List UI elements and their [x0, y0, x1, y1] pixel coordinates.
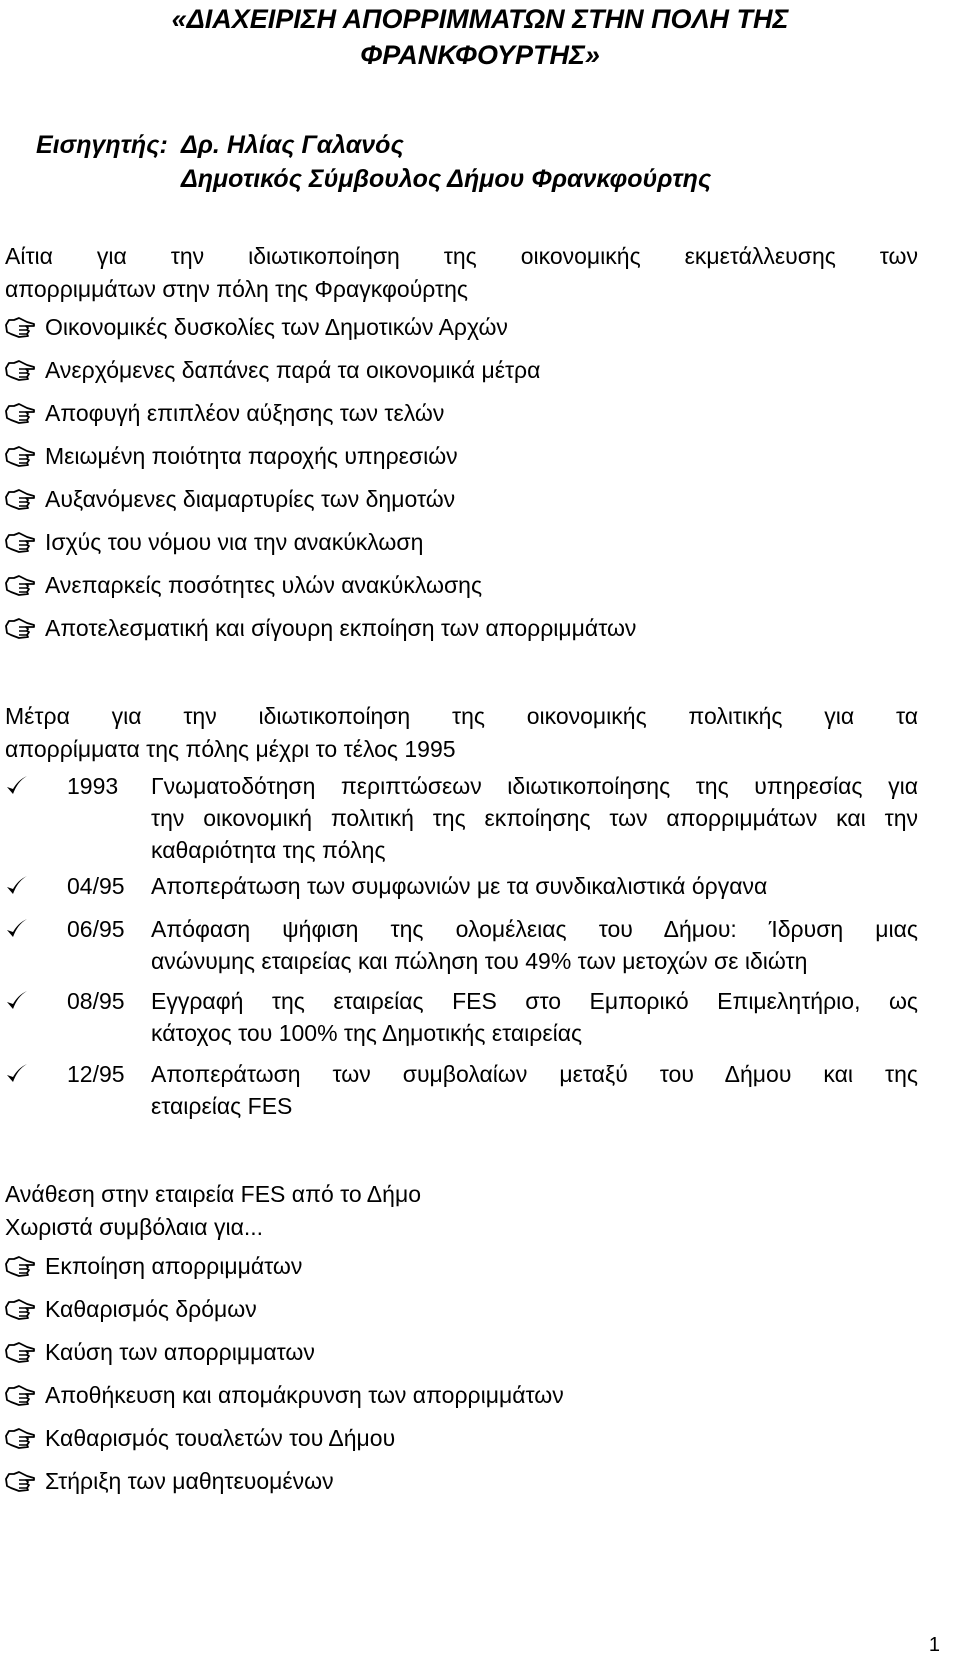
pointing-hand-icon — [5, 617, 35, 639]
section2-item-line: την οικονομική πολιτική της εκποίησης των απορριμμάτων και την — [151, 805, 918, 831]
section2-intro-line-2: απορρίμματα της πόλης μέχρι το τέλος 1995 — [5, 736, 456, 762]
checkmark-icon — [5, 774, 29, 798]
section3-item-text: Καθαρισμός δρόμων — [45, 1296, 257, 1322]
section1-intro-line-1: Αίτια για την ιδιωτικοποίηση της οικονομικής εκμετάλλευσης των — [5, 243, 918, 269]
section2-item-date: 08/95 — [67, 988, 125, 1014]
pointing-hand-icon — [5, 359, 35, 381]
pointing-hand-icon — [5, 1427, 35, 1449]
pointing-hand-icon — [5, 1341, 35, 1363]
section2-item-text — [151, 1058, 918, 1122]
pointing-hand-icon — [5, 1255, 35, 1277]
section2-item-date: 12/95 — [67, 1061, 125, 1087]
section3-item-text: Αποθήκευση και απομάκρυνση των απορριμμάτων — [45, 1382, 564, 1408]
pointing-hand-icon — [5, 488, 35, 510]
section2-item-line: Απόφαση ψήφιση της ολομέλειας του Δήμου: Ίδρυση μιας — [151, 916, 918, 942]
section2-item-text — [151, 770, 918, 866]
title-line-2: ΦΡΑΝΚΦΟΥΡΤΗΣ» — [360, 40, 600, 70]
section3-line-1: Ανάθεση στην εταιρεία FES από το Δήμο — [5, 1181, 421, 1207]
section2-item-line: Γνωματοδότηση περιπτώσεων ιδιωτικοποίησης της υπηρεσίας για — [151, 773, 918, 799]
section1-item-text: Αποτελεσματική και σίγουρη εκποίηση των απορριμμάτων — [45, 615, 637, 641]
pointing-hand-icon — [5, 531, 35, 553]
section2-item-text — [151, 913, 918, 977]
section2-item-line: ανώνυμης εταιρείας και πώληση του 49% των μετοχών σε ιδιώτη — [151, 948, 808, 974]
speaker-label: Εισηγητής: — [36, 131, 168, 159]
section2-item-line: Αποπεράτωση των συμφωνιών με τα συνδικαλιστικά όργανα — [151, 873, 768, 899]
section3-line-2: Χωριστά συμβόλαια για... — [5, 1214, 264, 1240]
speaker-role: Δημοτικός Σύμβουλος Δήμου Φρανκφούρτης — [181, 165, 712, 193]
section2-intro-line-1: Μέτρα για την ιδιωτικοποίηση της οικονομικής πολιτικής για τα — [5, 703, 918, 729]
section2-item-line: εταιρείας FES — [151, 1093, 293, 1119]
section1-item-text: Ανεπαρκείς ποσότητες υλών ανακύκλωσης — [45, 572, 483, 598]
section3-intro — [5, 1178, 918, 1244]
pointing-hand-icon — [5, 574, 35, 596]
pointing-hand-icon — [5, 316, 35, 338]
section2-item-text — [151, 870, 918, 902]
section2-intro — [5, 700, 918, 766]
section1-item-text: Ισχύς του νόμου νια την ανακύκλωση — [45, 529, 424, 555]
title-line-1: «ΔΙΑΧΕΙΡΙΣΗ ΑΠΟΡΡΙΜΜΑΤΩΝ ΣΤΗΝ ΠΟΛΗ ΤΗΣ — [171, 4, 789, 34]
section3-item-text: Καύση των απορριμματων — [45, 1339, 315, 1365]
section3-item-text: Καθαρισμός τουαλετών του Δήμου — [45, 1425, 396, 1451]
section2-item-line: κάτοχος του 100% της Δημοτικής εταιρείας — [151, 1020, 583, 1046]
section2-item-line: καθαριότητα της πόλης — [151, 837, 386, 863]
section1-item-text: Ανερχόμενες δαπάνες παρά τα οικονομικά μέτρα — [45, 357, 541, 383]
section1-item-text: Αποφυγή επιπλέον αύξησης των τελών — [45, 400, 445, 426]
section1-intro-line-2: απορριμμάτων στην πόλη της Φραγκφούρτης — [5, 276, 468, 302]
section3-item-text: Στήριξη των μαθητευομένων — [45, 1468, 334, 1494]
checkmark-icon — [5, 917, 29, 941]
checkmark-icon — [5, 989, 29, 1013]
section1-intro — [5, 240, 918, 306]
section2-item-line: Εγγραφή της εταιρείας FES στο Εμπορικό Επιμελητήριο, ως — [151, 988, 918, 1014]
pointing-hand-icon — [5, 445, 35, 467]
page-number: 1 — [928, 1634, 940, 1656]
pointing-hand-icon — [5, 402, 35, 424]
section3-item-text: Εκποίηση απορριμμάτων — [45, 1253, 303, 1279]
section2-item-text — [151, 985, 918, 1049]
pointing-hand-icon — [5, 1470, 35, 1492]
section1-item-text: Αυξανόμενες διαμαρτυρίες των δημοτών — [45, 486, 456, 512]
section1-item-text: Μειωμένη ποιότητα παροχής υπηρεσιών — [45, 443, 458, 469]
pointing-hand-icon — [5, 1298, 35, 1320]
section2-item-date: 1993 — [67, 773, 119, 799]
section2-item-date: 06/95 — [67, 916, 125, 942]
speaker-name: Δρ. Ηλίας Γαλανός — [181, 131, 404, 159]
pointing-hand-icon — [5, 1384, 35, 1406]
section1-item-text: Οικονομικές δυσκολίες των Δημοτικών Αρχών — [45, 314, 508, 340]
section2-item-date: 04/95 — [67, 873, 125, 899]
section2-item-line: Αποπεράτωση των συμβολαίων μεταξύ του Δήμου και της — [151, 1061, 918, 1087]
checkmark-icon — [5, 1062, 29, 1086]
checkmark-icon — [5, 874, 29, 898]
